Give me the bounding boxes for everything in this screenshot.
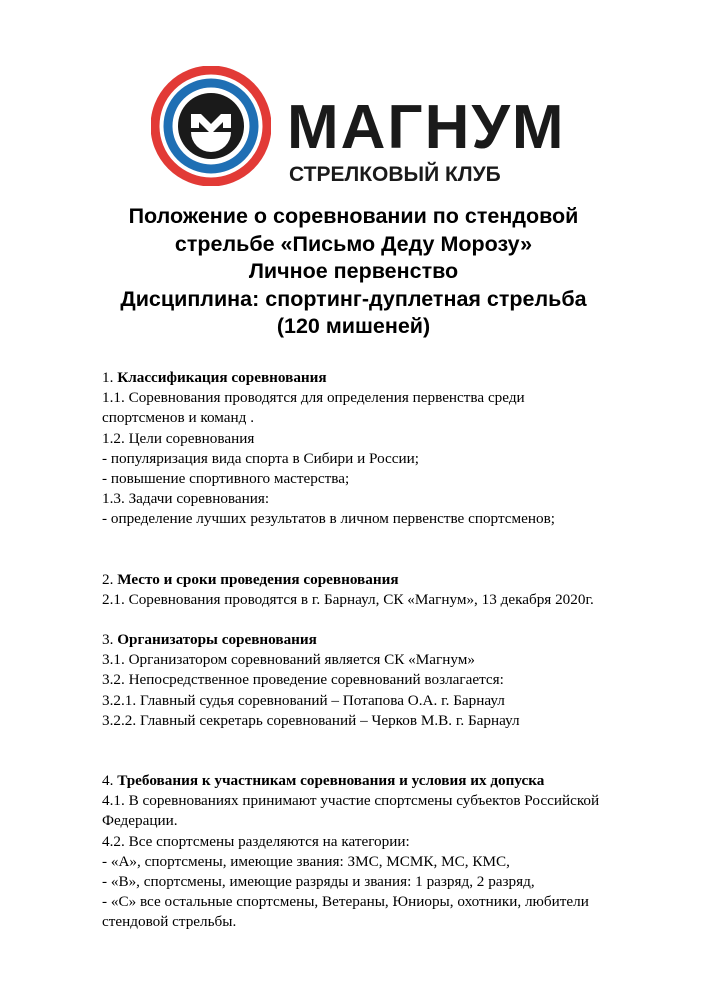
spacer <box>102 610 692 630</box>
spacer <box>102 530 692 550</box>
section-heading-3 <box>102 630 692 650</box>
logo-tagline: СТРЕЛКОВЫЙ КЛУБ <box>289 163 501 186</box>
club-logo <box>151 66 631 196</box>
text-line: - повышение спортивного мастерства; <box>102 470 350 488</box>
title-line: стрельбе «Письмо Деду Морозу» <box>174 231 533 256</box>
text-line: 1.1. Соревнования проводятся для определения первенства среди <box>102 389 525 407</box>
text-line: - «В», спортсмены, имеющие разряды и звания: 1 разряд, 2 разряд, <box>102 873 535 891</box>
text-line: 4.2. Все спортсмены разделяются на категории: <box>102 832 410 850</box>
section-title: Требования к участникам соревнования и условия их допуска <box>117 772 545 790</box>
text-line: - определение лучших результатов в личном первенстве спортсменов; <box>102 510 555 528</box>
section-number: 1. <box>102 369 118 386</box>
section-title: Организаторы соревнования <box>117 631 317 649</box>
text-line: 3.2.2. Главный секретарь соревнований – Черков М.В. г. Барнаул <box>102 711 520 729</box>
text-line: 3.2.1. Главный судья соревнований – Потапова О.А. г. Барнаул <box>102 691 505 709</box>
logo-brand-name: МАГНУМ <box>287 93 566 162</box>
text-line: - «С» все остальные спортсмены, Ветераны, Юниоры, охотники, любители <box>102 893 589 911</box>
section-number: 2. <box>102 570 118 588</box>
section-number: 4. <box>102 772 118 790</box>
text-line: спортсменов и команд . <box>102 409 254 427</box>
section-heading-2 <box>102 570 692 590</box>
title-line: Положение о соревновании по стендовой <box>128 204 579 228</box>
text-line: 3.1. Организатором соревнований является СК «Магнум» <box>102 651 475 669</box>
text-line: - популяризация вида спорта в Сибири и России; <box>102 449 419 467</box>
section-number: 3. <box>102 631 118 649</box>
document-title <box>0 203 707 341</box>
title-line: (120 мишеней) <box>276 314 431 338</box>
section-title: Классификация соревнования <box>117 369 327 386</box>
text-line: 3.2. Непосредственное проведение соревнований возлагается: <box>102 671 504 689</box>
text-line: 1.2. Цели соревнования <box>102 429 255 447</box>
spacer <box>102 751 692 771</box>
text-line: Федерации. <box>102 812 178 830</box>
title-line: Личное первенство <box>248 259 459 283</box>
section-heading-4 <box>102 771 692 791</box>
section-heading-1 <box>102 368 692 388</box>
text-line: 2.1. Соревнования проводятся в г. Барнаул, СК «Магнум», 13 декабря 2020г. <box>102 590 594 608</box>
text-line: стендовой стрельбы. <box>102 913 237 931</box>
section-title: Место и сроки проведения соревнования <box>117 570 399 588</box>
document-body <box>102 368 692 933</box>
title-line: Дисциплина: спортинг-дуплетная стрельба <box>120 286 587 311</box>
text-line: 4.1. В соревнованиях принимают участие спортсмены субъектов Российской <box>102 792 600 810</box>
spacer <box>102 731 692 751</box>
text-line: 1.3. Задачи соревнования: <box>102 490 270 508</box>
spacer <box>102 550 692 570</box>
target-emblem-icon <box>151 66 271 186</box>
text-line: - «А», спортсмены, имеющие звания: ЗМС, МСМК, МС, КМС, <box>102 852 510 870</box>
